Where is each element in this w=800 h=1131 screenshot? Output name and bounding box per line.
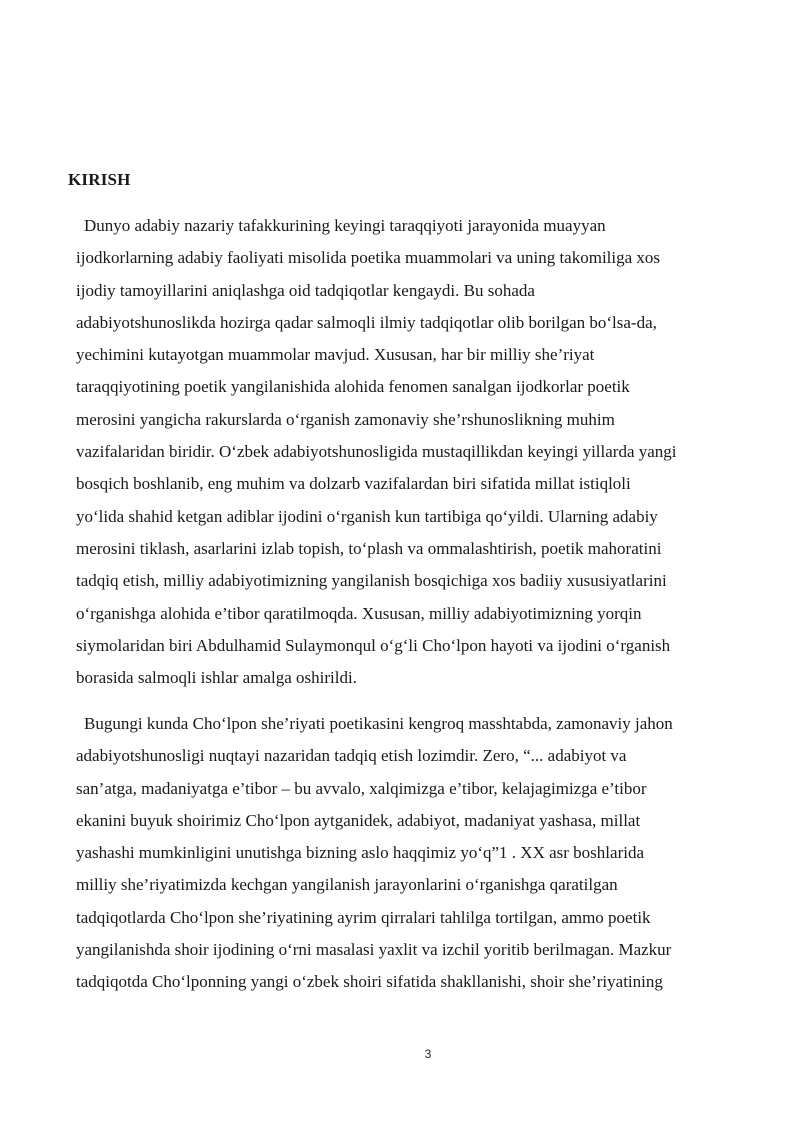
paragraph-line: yangilanishda shoir ijodining o‘rni masalasi yaxlit va izchil yoritib berilmagan. Mazkur	[76, 940, 672, 960]
paragraph-line: tadqiqotlarda Cho‘lpon she’riyatining ayrim qirralari tahlilga tortilgan, ammo poetik	[76, 907, 651, 927]
page-number: 3	[424, 1047, 432, 1061]
paragraph-line: adabiyotshunosligi nuqtayi nazaridan tadqiq etish lozimdir. Zero, “... adabiyot va	[76, 746, 627, 766]
paragraph-line: borasida salmoqli ishlar amalga oshirildi.	[76, 668, 357, 688]
paragraph-2	[76, 708, 748, 999]
paragraph-line: san’atga, madaniyatga e’tibor – bu avvalo, xalqimizga e’tibor, kelajagimizga e’tibor	[76, 778, 647, 798]
paragraph-1	[76, 210, 748, 694]
paragraph-line: milliy she’riyatimizda kechgan yangilanish jarayonlarini o‘rganishga qaratilgan	[76, 875, 618, 895]
paragraph-line: merosini yangicha rakurslarda o‘rganish zamonaviy she’rshunoslikning muhim	[76, 409, 615, 429]
paragraph-line: taraqqiyotining poetik yangilanishida alohida fenomen sanalgan ijodkorlar poetik	[76, 377, 630, 397]
paragraph-line: Dunyo adabiy nazariy tafakkurining keyingi taraqqiyoti jarayonida muayyan	[84, 216, 606, 235]
paragraph-line: o‘rganishga alohida e’tibor qaratilmoqda. Xususan, milliy adabiyotimizning yorqin	[76, 603, 642, 623]
paragraph-line: siymolaridan biri Abdulhamid Sulaymonqul o‘g‘li Cho‘lpon hayoti va ijodini o‘rganish	[76, 635, 671, 655]
paragraph-line: yechimini kutayotgan muammolar mavjud. Xususan, har bir milliy she’riyat	[76, 345, 595, 365]
paragraph-line: merosini tiklash, asarlarini izlab topish, to‘plash va ommalashtirish, poetik mahoratini	[76, 538, 662, 558]
paragraph-line: yo‘lida shahid ketgan adiblar ijodini o‘rganish kun tartibiga qo‘yildi. Ularning adabiy	[76, 506, 658, 526]
paragraph-line: ijodiy tamoyillarini aniqlashga oid tadqiqotlar kengaydi. Bu sohada	[76, 280, 535, 300]
paragraph-line: Bugungi kunda Cho‘lpon she’riyati poetikasini kengroq masshtabda, zamonaviy jahon	[84, 714, 673, 733]
paragraph-line: tadqiqotda Cho‘lponning yangi o‘zbek shoiri sifatida shakllanishi, shoir she’riyatining	[76, 972, 663, 992]
paragraph-line: ekanini buyuk shoirimiz Cho‘lpon aytganidek, adabiyot, madaniyat yashasa, millat	[76, 810, 641, 830]
paragraph-line: tadqiq etish, milliy adabiyotimizning yangilanish bosqichiga xos badiiy xususiyatlarini	[76, 571, 667, 591]
paragraph-line: adabiyotshunoslikda hozirga qadar salmoqli ilmiy tadqiqotlar olib borilgan bo‘lsa-da,	[76, 312, 657, 332]
paragraph-line: ijodkorlarning adabiy faoliyati misolida poetika muammolari va uning takomiliga xos	[76, 248, 661, 268]
paragraph-line: yashashi mumkinligini unutishga bizning aslo haqqimiz yo‘q”1 . XX asr boshlarida	[76, 843, 644, 863]
paragraph-line: vazifalaridan biridir. O‘zbek adabiyotshunosligida mustaqillikdan keyingi yillarda yangi	[76, 442, 677, 462]
paragraph-line: bosqich boshlanib, eng muhim va dolzarb vazifalardan biri sifatida millat istiqloli	[76, 474, 631, 494]
section-heading: KIRISH	[68, 170, 131, 189]
